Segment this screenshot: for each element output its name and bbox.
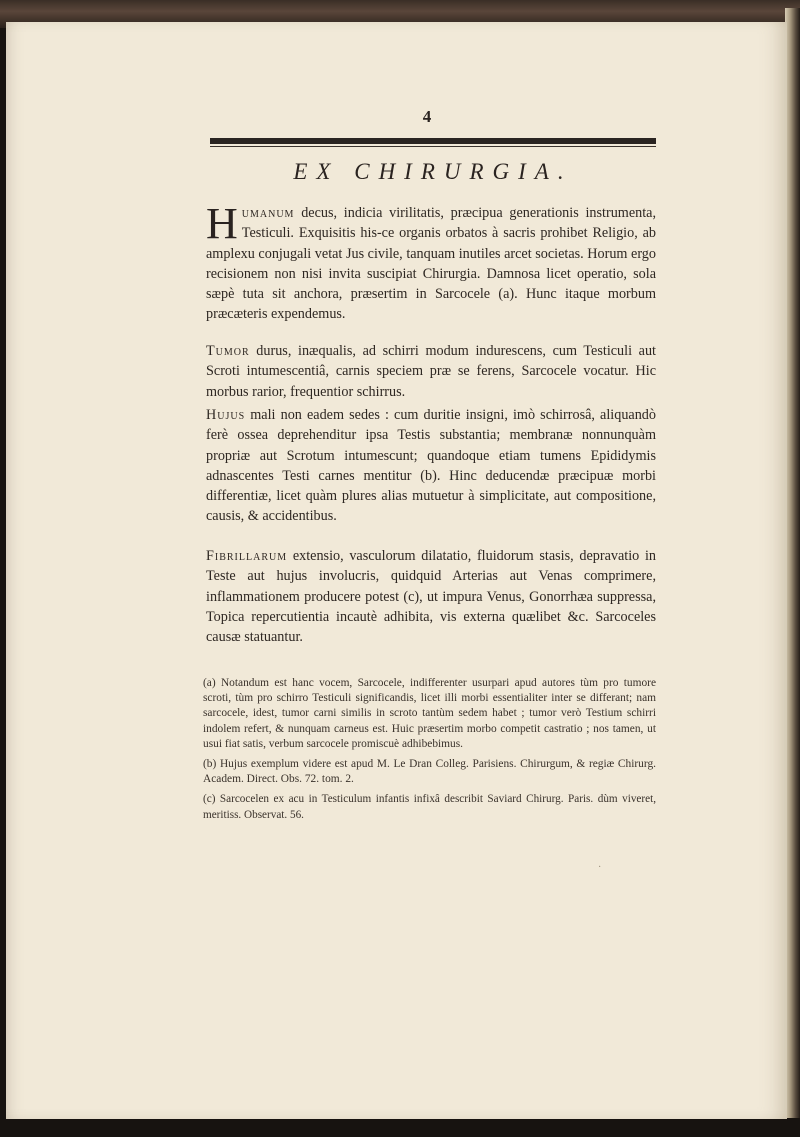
page-fore-edge xyxy=(785,8,800,1118)
paragraph-4-lead: Fibrillarum xyxy=(206,548,288,564)
paragraph-4-text: extensio, vasculorum dilatatio, fluidorum stasis, depravatio in Teste aut hujus involucris, quidquid Arterias aut Venas comprimere, inflammationem producere potest (c), ut impura Venus, Gonorrhæa suppressa, Topica repercutientia incautè adhibita, vis externa quælibet &c. Sarcoceles causæ statuantur. xyxy=(206,548,656,646)
paragraph-2-lead: Tumor xyxy=(206,343,250,359)
paragraph-4 xyxy=(206,546,656,647)
paragraph-1-text: decus, indicia virilitatis, præcipua generationis instrumenta, Testiculi. Exquisitis his-ce organis orbatos à sacris prohibet Religio, ab amplexu conjugali vetat Jus civile, tanquam inutiles arcet societas. Horum ergo recisionem non nisi invita suscipiat Chirurgia. Damnosa licet operatio, sola sæpè tuta sit anchora, præsertim in Sarcocele (a). Hunc itaque morbum præcæteris expendemus. xyxy=(206,205,656,323)
header-rule-thin xyxy=(210,146,656,147)
section-heading: EX CHIRURGIA. xyxy=(293,159,573,184)
header-rule-thick xyxy=(210,138,656,144)
footnotes xyxy=(203,676,656,828)
footnote-a: (a) Notandum est hanc vocem, Sarcocele, indifferenter usurpari apud autores tùm pro tumore scroti, tùm pro schirro Testiculi significandis, licet illi morbi essentialiter inter se differant; nam sarcocele, idest, tumor carni similis in scroto tantùm sedem habet ; tumor verò Testium schirri indolem refert, & nunquam carneus est. Huic præsertim morbo competit castratio ; nos tamen, ut usui fiat satis, verbum sarcocele promiscuè adhibebimus. xyxy=(203,677,656,750)
footnote-b: (b) Hujus exemplum videre est apud M. Le Dran Colleg. Parisiens. Chirurgum, & regiæ Chirurg. Academ. Direct. Obs. 72. tom. 2. xyxy=(203,758,656,786)
page-number: 4 xyxy=(422,107,432,126)
paragraph-3 xyxy=(206,405,656,527)
drop-cap: H xyxy=(206,199,238,248)
paragraph-3-text: mali non eadem sedes : cum duritie insigni, imò schirrosâ, aliquandò ferè ossea deprehenditur ipsa Testis substantia; membranæ nonnunquàm propriæ aut Scrotum intumescunt; quandoque etiam tumens Epididymis adnascentes Testi carnes mentitur (b). Hinc deducendæ præcipuæ morbi differentiæ, licet quàm plures alias mutuetur à simplicitate, aut compositione, causis, & accidentibus. xyxy=(206,407,656,525)
paragraph-1-lead: umanum xyxy=(241,205,295,221)
paragraph-1 xyxy=(206,199,656,325)
paragraph-3-lead: Hujus xyxy=(206,407,246,423)
paper-blemish: · xyxy=(598,862,602,873)
paragraph-2-text: durus, inæqualis, ad schirri modum indurescens, cum Testiculi aut Scroti intumescentiâ, carnis speciem præ se ferens, Sarcocele vocatur. Hic morbus rarior, frequentior schirrus. xyxy=(206,343,656,400)
paragraph-2 xyxy=(206,341,656,402)
footnote-c: (c) Sarcocelen ex acu in Testiculum infantis infixâ describit Saviard Chirurg. Paris. dùm viveret, meritiss. Observat. 56. xyxy=(203,793,656,821)
